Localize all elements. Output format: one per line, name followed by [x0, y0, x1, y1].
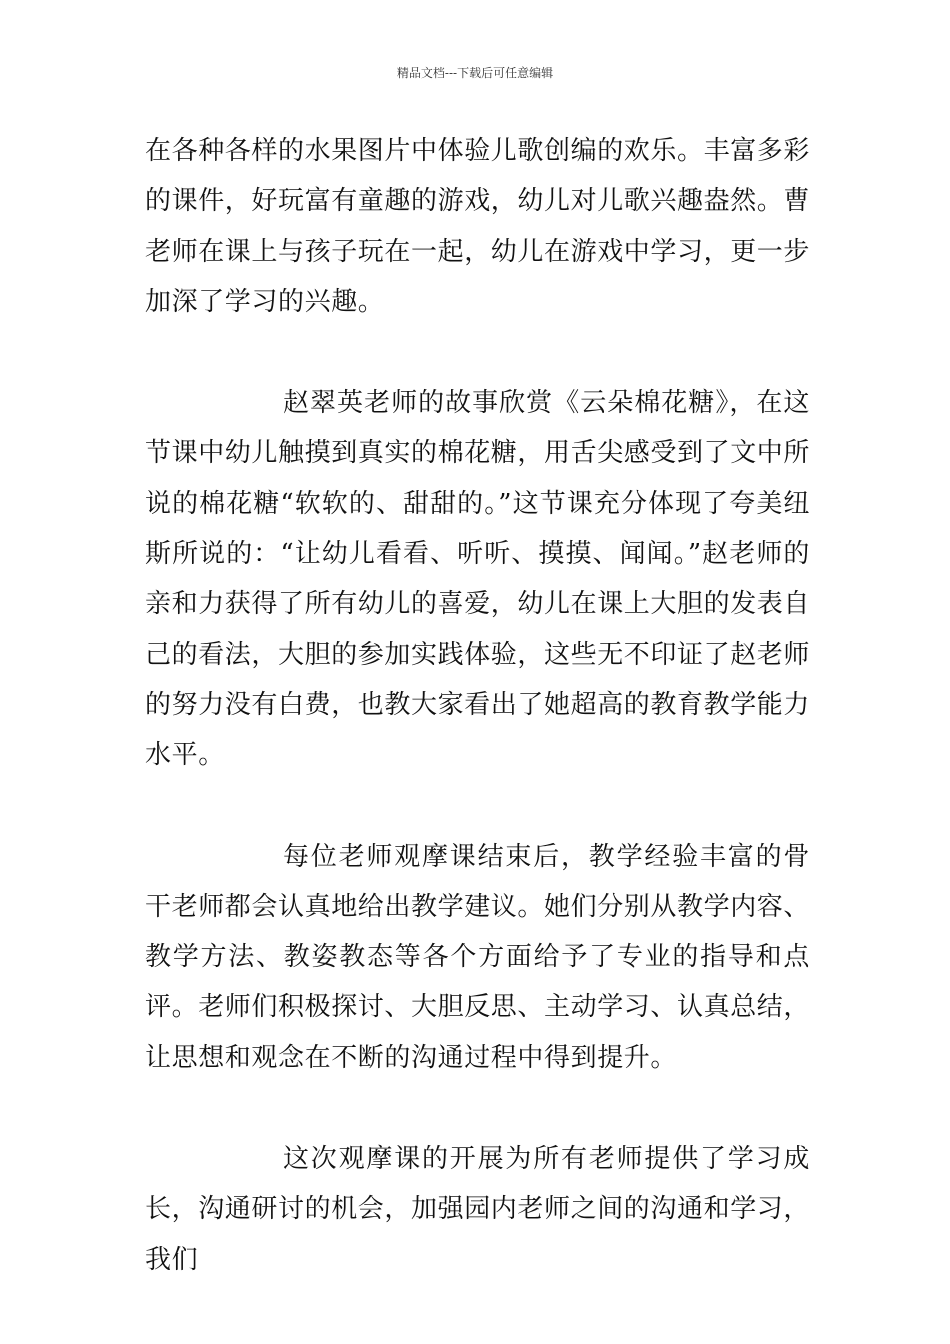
- paragraph-zhao-story: 赵翠英老师的故事欣赏《云朵棉花糖》，在这节课中幼儿触摸到真实的棉花糖，用舌尖感受到了文中所说的棉花糖“软软的、甜甜的。”这节课充分体现了夸美纽斯所说的：“让幼儿看看、听听、摸摸、闻闻。”赵老师的亲和力获得了所有幼儿的喜爱，幼儿在课上大胆的发表自己的看法，大胆的参加实践体验，这些无不印证了赵老师的努力没有白费，也教大家看出了她超高的教育教学能力水平。: [145, 388, 811, 771]
- paragraph-conclusion: 这次观摩课的开展为所有老师提供了学习成长，沟通研讨的机会，加强园内老师之间的沟通和学习，我们: [145, 1144, 811, 1275]
- paragraph-teaching-advice: 每位老师观摩课结束后，教学经验丰富的骨干老师都会认真地给出教学建议。她们分别从教学内容、教学方法、教姿教态等各个方面给予了专业的指导和点评。老师们积极探讨、大胆反思、主动学习、认真总结，让思想和观念在不断的沟通过程中得到提升。: [145, 841, 811, 1073]
- page-header: 精品文档---下载后可任意编辑: [396, 66, 554, 80]
- document-body: [145, 126, 810, 1336]
- paragraph-continuation: 在各种各样的水果图片中体验儿歌创编的欢乐。丰富多彩的课件，好玩富有童趣的游戏，幼儿对儿歌兴趣盎然。曹老师在课上与孩子玩在一起，幼儿在游戏中学习，更一步加深了学习的兴趣。: [145, 136, 811, 317]
